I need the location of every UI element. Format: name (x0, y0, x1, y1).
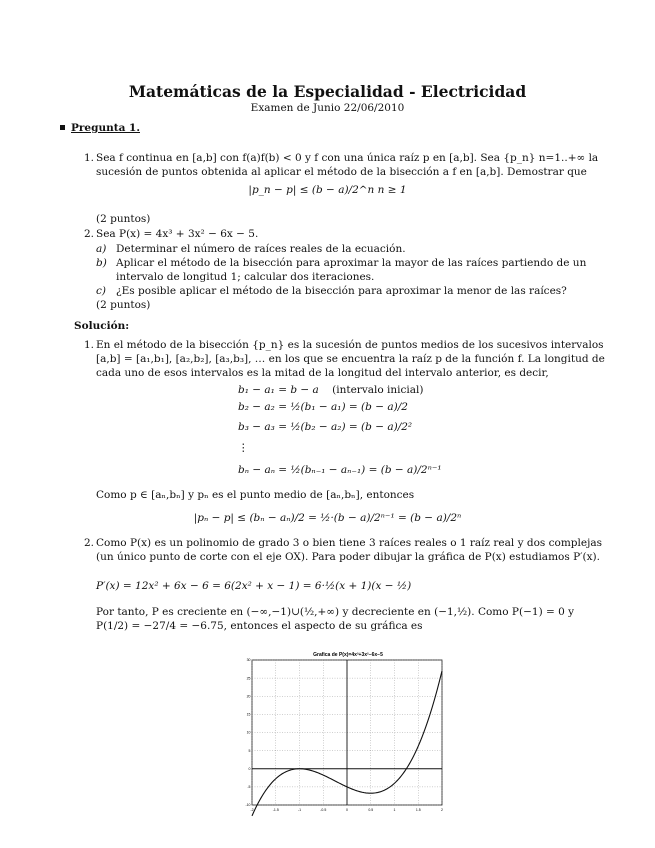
eq-1: b₁ − a₁ = b − a (238, 384, 319, 396)
y-tick-label: 30 (246, 658, 251, 663)
eq-3: b₃ − a₃ = ½(b₂ − a₂) = (b − a)/2² (238, 421, 413, 433)
eq-5: |pₙ − p| ≤ (bₙ − aₙ)/2 = ½·(b − a)/2ⁿ⁻¹ = (b − a)/2ⁿ (193, 512, 462, 524)
x-tick-label: -1.5 (272, 808, 279, 812)
item-1-statement (96, 151, 606, 179)
x-tick-label: 1.5 (415, 808, 421, 812)
sub-a-text: Determinar el número de raíces reales de la ecuación. (116, 243, 406, 255)
item-number: 1. (83, 152, 94, 164)
x-tick-label: -1 (297, 808, 302, 812)
y-tick-label: -10 (245, 803, 251, 808)
exam-subtitle: Examen de Junio 22/06/2010 (250, 102, 405, 114)
equation-text: |p_n − p| ≤ (b − a)/2^n n ≥ 1 (248, 184, 407, 196)
x-tick-label: -0.5 (320, 808, 327, 812)
y-tick-label: 25 (246, 676, 251, 681)
solution-2-text2: Por tanto, P es creciente en (−∞,−1)∪(½,+∞) y decreciente en (−1,½). Como P(−1) = 0 y P(1/2) = −27/4 = −6.75, entonces el aspecto de su gráfica es (96, 606, 575, 633)
derivative-equation: P′(x) = 12x² + 6x − 6 = 6(2x² + x − 1) = 6·½(x + 1)(x − ½) (96, 580, 412, 592)
points-label: (2 puntos) (96, 213, 151, 225)
item-number: 2. (83, 228, 94, 240)
question-heading (60, 121, 140, 135)
eq-5-wrap (0, 511, 655, 525)
item-number: 2. (83, 537, 94, 549)
item-number: 1. (83, 339, 94, 351)
y-tick-label: 10 (246, 730, 251, 735)
item-2-statement: Sea P(x) = 4x³ + 3x² − 6x − 5. (96, 228, 259, 240)
sub-label: b) (96, 257, 107, 269)
y-tick-label: 15 (246, 712, 251, 717)
bullet-square-icon (60, 125, 65, 130)
x-tick-label: 1 (393, 808, 396, 812)
y-tick-label: 5 (248, 748, 251, 753)
sub-b-text: Aplicar el método de la bisección para aproximar la mayor de las raíces partiendo de un intervalo de longitud 1; calcular dos iteraciones. (116, 257, 587, 284)
x-tick-label: 2 (441, 808, 443, 812)
question-label: Pregunta 1. (71, 122, 140, 134)
polynomial-chart (244, 648, 449, 818)
solution-2-text: Como P(x) es un polinomio de grado 3 o bien tiene 3 raíces reales o 1 raíz real y dos complejas (un único punto de corte con el eje OX). Para poder dibujar la gráfica de P(x) estudiamos P′(x). (96, 537, 602, 564)
x-tick-label: -2 (250, 808, 254, 812)
y-tick-label: 0 (248, 766, 251, 771)
points-label: (2 puntos) (96, 299, 151, 311)
eq-dots: ⋮ (238, 442, 249, 454)
sub-label: c) (96, 285, 106, 297)
chart-title: Grafica de P(x)=4x³+3x²−6x−5 (313, 652, 383, 658)
initial-note: (intervalo inicial) (332, 384, 424, 396)
eq-4: bₙ − aₙ = ½(bₙ₋₁ − aₙ₋₁) = (b − a)/2ⁿ⁻¹ (238, 464, 442, 476)
item-1-text: Sea f continua en [a,b] con f(a)f(b) < 0 y f con una única raíz p en [a,b]. Sea {p_n} n=1..+∞ la sucesión de puntos obtenida al aplicar el método de la bisección a f en [a,b]. Demostrar que (96, 152, 599, 179)
eq-2: b₂ − a₂ = ½(b₁ − a₁) = (b − a)/2 (238, 401, 408, 413)
x-tick-label: 0 (346, 808, 348, 812)
y-tick-label: -5 (247, 785, 251, 790)
sub-c-text: ¿Es posible aplicar el método de la bisección para aproximar la menor de las raíces? (116, 285, 567, 297)
solution-1-conclusion: Como p ∈ [aₙ,bₙ] y pₙ es el punto medio de [aₙ,bₙ], entonces (96, 489, 415, 501)
item-1-equation (0, 183, 655, 197)
page-title: Matemáticas de la Especialidad - Electricidad (128, 82, 527, 101)
solution-heading: Solución: (74, 320, 130, 332)
solution-1-text: En el método de la bisección {p_n} es la sucesión de puntos medios de los sucesivos intervalos [a,b] = [a₁,b₁], [a₂,b₂], [a₃,b₃], … en los que se encuentra la raíz p de la función f. La longitud de cada uno de esos intervalos es la mitad de la longitud del intervalo anterior, es decir, (96, 339, 605, 380)
x-tick-label: 0.5 (368, 808, 374, 812)
sub-label: a) (96, 243, 107, 255)
equation-line (238, 383, 423, 397)
y-tick-label: 20 (246, 694, 251, 699)
